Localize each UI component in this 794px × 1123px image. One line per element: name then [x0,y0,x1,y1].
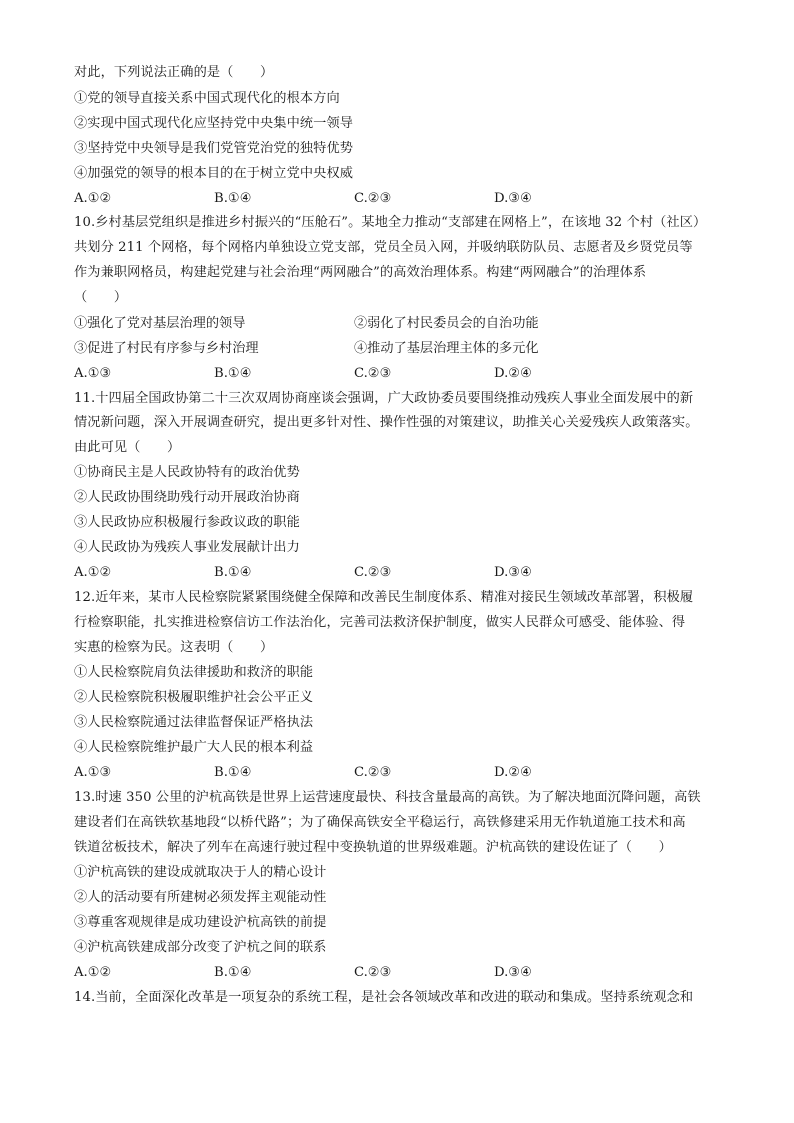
q11-item-2: ②人民政协围绕助残行动开展政治协商 [74,490,300,505]
q10-choice-d: D.②④ [494,366,532,381]
q13-choice-a: A.①② [74,965,112,980]
q12-choice-d: D.②④ [494,765,532,780]
q10-item-1: ①强化了党对基层治理的领导 [74,316,246,331]
q10-stem-line-2: 共划分 211 个网格，每个网格内单独设立党支部，党员全员入网，并吸纳联防队员、志愿者及乡贤党员等 [74,240,693,255]
q10-item-3: ③促进了村民有序参与乡村治理 [74,341,259,356]
q13-stem-line-1: 13.时速 350 公里的沪杭高铁是世界上运营速度最快、科技含量最高的高铁。为了解决地面沉降问题，高铁 [74,790,701,805]
q11-choice-a: A.①② [74,565,112,580]
q10-item-2: ②弱化了村民委员会的自治功能 [354,316,539,331]
q11-choice-c: C.②③ [354,565,392,580]
q10-choice-c: C.②③ [354,366,392,381]
q10-choice-b: B.①④ [214,366,252,381]
q10-stem-line-3: 作为兼职网格员，构建起党建与社会治理“两网融合”的高效治理体系。构建“两网融合”的治理体系 [74,265,647,280]
q12-choice-b: B.①④ [214,765,252,780]
q11-stem-line-2: 情况新问题，深入开展调查研究，提出更多针对性、操作性强的对策建议，助推关心关爱残疾人政策落实。 [74,415,699,430]
q9-item-4: ④加强党的领导的根本目的在于树立党中央权威 [74,166,354,181]
q9-choice-a: A.①② [74,191,112,206]
q12-stem-line-1: 12.近年来，某市人民检察院紧紧围绕健全保障和改善民生制度体系、精准对接民生领域改革部署，积极履 [74,590,694,605]
q10-choice-a: A.①③ [74,366,112,381]
q10-item-4: ④推动了基层治理主体的多元化 [354,341,539,356]
q9-item-2: ②实现中国式现代化应坚持党中央集中统一领导 [74,116,354,131]
q11-stem-line-1: 11.十四届全国政协第二十三次双周协商座谈会强调，广大政协委员要围绕推动残疾人事业全面发展中的新 [74,391,694,406]
q11-item-1: ①协商民主是人民政协特有的政治优势 [74,465,300,480]
q9-choice-d: D.③④ [494,191,532,206]
q11-item-4: ④人民政协为残疾人事业发展献计出力 [74,540,300,555]
q12-choice-a: A.①③ [74,765,112,780]
q13-stem-line-3: 铁道岔板技术，解决了列车在高速行驶过程中变换轨道的世界级难题。沪杭高铁的建设佐证了（ ） [74,840,672,855]
q11-choice-b: B.①④ [214,565,252,580]
q10-stem-line-1: 10.乡村基层党组织是推进乡村振兴的“压舱石”。某地全力推动“支部建在网格上”，在该地 32 个村（社区） [74,215,707,230]
q11-choice-d: D.③④ [494,565,532,580]
q9-item-1: ①党的领导直接关系中国式现代化的根本方向 [74,91,340,106]
q13-choice-b: B.①④ [214,965,252,980]
q11-stem-line-3: 由此可见（ ） [74,440,181,455]
q13-item-2: ②人的活动要有所建树必须发挥主观能动性 [74,890,327,905]
q12-item-3: ③人民检察院通过法律监督保证严格执法 [74,715,314,730]
q12-stem-line-2: 行检察职能，扎实推进检察信访工作法治化，完善司法救济保护制度，做实人民群众可感受、能体验、得 [74,615,686,630]
q13-item-3: ③尊重客观规律是成功建设沪杭高铁的前提 [74,915,327,930]
q13-choice-c: C.②③ [354,965,392,980]
q9-choice-b: B.①④ [214,191,252,206]
question-9-stem: 对此，下列说法正确的是（ ） [74,65,274,80]
q9-choice-c: C.②③ [354,191,392,206]
q12-choice-c: C.②③ [354,765,392,780]
q12-stem-line-3: 实惠的检察为民。这表明（ ） [74,640,274,655]
q12-item-2: ②人民检察院积极履职维护社会公平正义 [74,690,314,705]
q13-stem-line-2: 建设者们在高铁软基地段“以桥代路”；为了确保高铁安全平稳运行，高铁修建采用无作轨道施工技术和高 [74,815,686,830]
q13-choice-d: D.③④ [494,965,532,980]
q13-item-4: ④沪杭高铁建成部分改变了沪杭之间的联系 [74,940,327,955]
q11-item-3: ③人民政协应积极履行参政议政的职能 [74,515,300,530]
q10-stem-line-4: （ ） [74,290,128,305]
q9-item-3: ③坚持党中央领导是我们党管党治党的独特优势 [74,141,354,156]
q12-item-4: ④人民检察院维护最广大人民的根本利益 [74,740,314,755]
q14-stem-line-1: 14.当前，全面深化改革是一项复杂的系统工程，是社会各领域改革和改进的联动和集成。坚持系统观念和 [74,990,694,1005]
q13-item-1: ①沪杭高铁的建设成就取决于人的精心设计 [74,865,327,880]
q12-item-1: ①人民检察院肩负法律援助和救济的职能 [74,665,314,680]
